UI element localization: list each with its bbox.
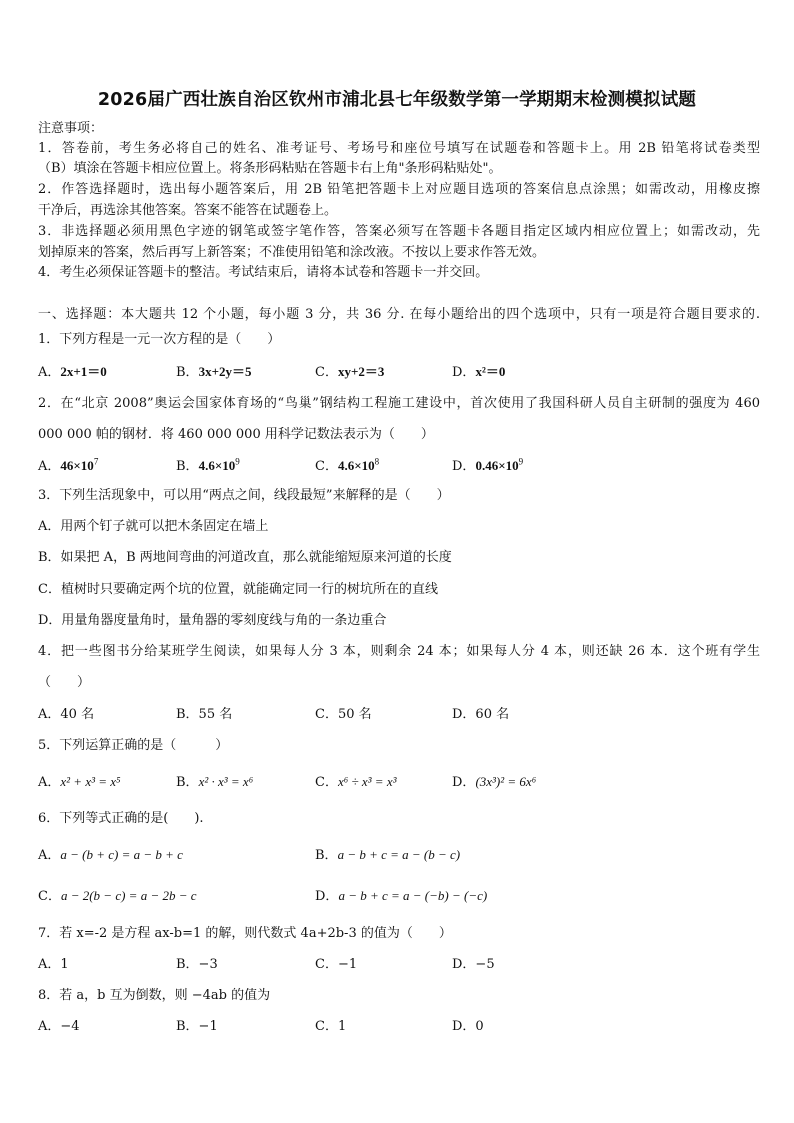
q7-option-d: D．−5 xyxy=(452,957,495,972)
q1-option-c: C．xy+2＝3 xyxy=(315,364,385,380)
question-6-stem: 6．下列等式正确的是( ). xyxy=(38,811,204,826)
q4-option-d: D．60 名 xyxy=(452,707,510,722)
q3-option-a: A．用两个钉子就可以把木条固定在墙上 xyxy=(38,519,269,534)
question-3-stem: 3．下列生活现象中，可以用“两点之间，线段最短”来解释的是（ ） xyxy=(38,488,450,503)
q1-option-d: D．x²＝0 xyxy=(452,364,506,380)
q2-option-b: B．$4.6\times 10^9$ xyxy=(176,456,240,474)
question-8-stem: 8．若 a，b 互为倒数，则 −4ab 的值为 xyxy=(38,988,271,1003)
q6-option-c: C．a − 2(b − c) = a − 2b − c xyxy=(38,888,197,904)
q6-option-d: D．a − b + c = a − (−b) − (−c) xyxy=(315,888,488,904)
q4-option-c: C．50 名 xyxy=(315,707,372,722)
question-4-stem-1: 4．把一些图书分给某班学生阅读，如果每人分 3 本，则剩余 24 本；如果每人分 4 本，则还缺 26 本．这个班有学生 xyxy=(38,644,760,659)
notice-line-3: 2．作答选择题时，选出每小题答案后，用 2B 铅笔把答题卡上对应题目选项的答案信息点涂黑；如需改动，用橡皮擦 xyxy=(38,182,760,197)
notice-line-6: 划掉原来的答案，然后再写上新答案；不准使用铅笔和涂改液。不按以上要求作答无效。 xyxy=(38,245,546,260)
question-1-stem: 1．下列方程是一元一次方程的是（ ） xyxy=(38,332,281,347)
q4-option-a: A．40 名 xyxy=(38,707,95,722)
q7-option-b: B．−3 xyxy=(176,957,218,972)
q1-option-b: B．3x+2y＝5 xyxy=(176,364,252,380)
notice-heading: 注意事项： xyxy=(38,121,104,136)
question-7-stem: 7．若 x=-2 是方程 ax-b=1 的解，则代数式 4a+2b-3 的值为（ ） xyxy=(38,926,452,941)
notice-line-1: 1．答卷前，考生务必将自己的姓名、准考证号、考场号和座位号填写在试题卷和答题卡上。用 2B 铅笔将试卷类型 xyxy=(38,141,760,156)
q4-option-b: B．55 名 xyxy=(176,707,233,722)
section-heading: 一、选择题：本大题共 12 个小题，每小题 3 分，共 36 分. 在每小题给出的四个选项中，只有一项是符合题目要求的. xyxy=(38,307,760,322)
q2-option-a: A．$46\times 10^7$ xyxy=(38,456,99,474)
q8-option-a: A．−4 xyxy=(38,1019,80,1034)
q5-option-a: A．x² + x³ = x⁵ xyxy=(38,774,121,790)
q6-option-b: B．a − b + c = a − (b − c) xyxy=(315,847,461,863)
question-2-stem-2: 000 000 帕的钢材．将 460 000 000 用科学记数法表示为（ ） xyxy=(38,427,434,442)
q3-option-c: C．植树时只要确定两个坑的位置，就能确定同一行的树坑所在的直线 xyxy=(38,582,438,597)
notice-line-7: 4．考生必须保证答题卡的整洁。考试结束后，请将本试卷和答题卡一并交回。 xyxy=(38,265,489,280)
notice-line-2: （B）填涂在答题卡相应位置上。将条形码粘贴在答题卡右上角"条形码粘贴处"。 xyxy=(38,161,502,176)
question-5-stem: 5．下列运算正确的是（ ） xyxy=(38,738,229,753)
notice-line-4: 干净后，再选涂其他答案。答案不能答在试题卷上。 xyxy=(38,203,338,218)
q7-option-a: A．1 xyxy=(38,957,69,972)
q1-option-a: A．2x+1＝0 xyxy=(38,364,107,380)
question-4-stem-2: （ ） xyxy=(38,675,91,690)
q5-option-c: C．x⁶ ÷ x³ = x³ xyxy=(315,774,397,790)
q3-option-b: B．如果把 A，B 两地间弯曲的河道改直，那么就能缩短原来河道的长度 xyxy=(38,550,452,565)
q5-option-d: D．(3x³)² = 6x⁶ xyxy=(452,774,537,790)
q8-option-b: B．−1 xyxy=(176,1019,218,1034)
q2-option-c: C．$4.6\times 10^8$ xyxy=(315,456,380,474)
notice-line-5: 3．非选择题必须用黑色字迹的钢笔或签字笔作答，答案必须写在答题卡各题目指定区域内相应位置上；如需改动，先 xyxy=(38,224,760,239)
q6-option-a: A．a − (b + c) = a − b + c xyxy=(38,847,183,863)
q8-option-d: D．0 xyxy=(452,1019,484,1034)
q5-option-b: B．x² · x³ = x⁶ xyxy=(176,774,254,790)
question-2-stem-1: 2．在“北京 2008”奥运会国家体育场的“鸟巢”钢结构工程施工建设中，首次使用了我国科研人员自主研制的强度为 460 xyxy=(38,396,760,411)
q3-option-d: D．用量角器度量角时，量角器的零刻度线与角的一条边重合 xyxy=(38,613,387,628)
q2-option-d: D．$0.46\times 10^9$ xyxy=(452,456,524,474)
q8-option-c: C．1 xyxy=(315,1019,347,1034)
q7-option-c: C．−1 xyxy=(315,957,358,972)
exam-title: 2026届广西壮族自治区钦州市浦北县七年级数学第一学期期末检测模拟试题 xyxy=(97,90,697,110)
